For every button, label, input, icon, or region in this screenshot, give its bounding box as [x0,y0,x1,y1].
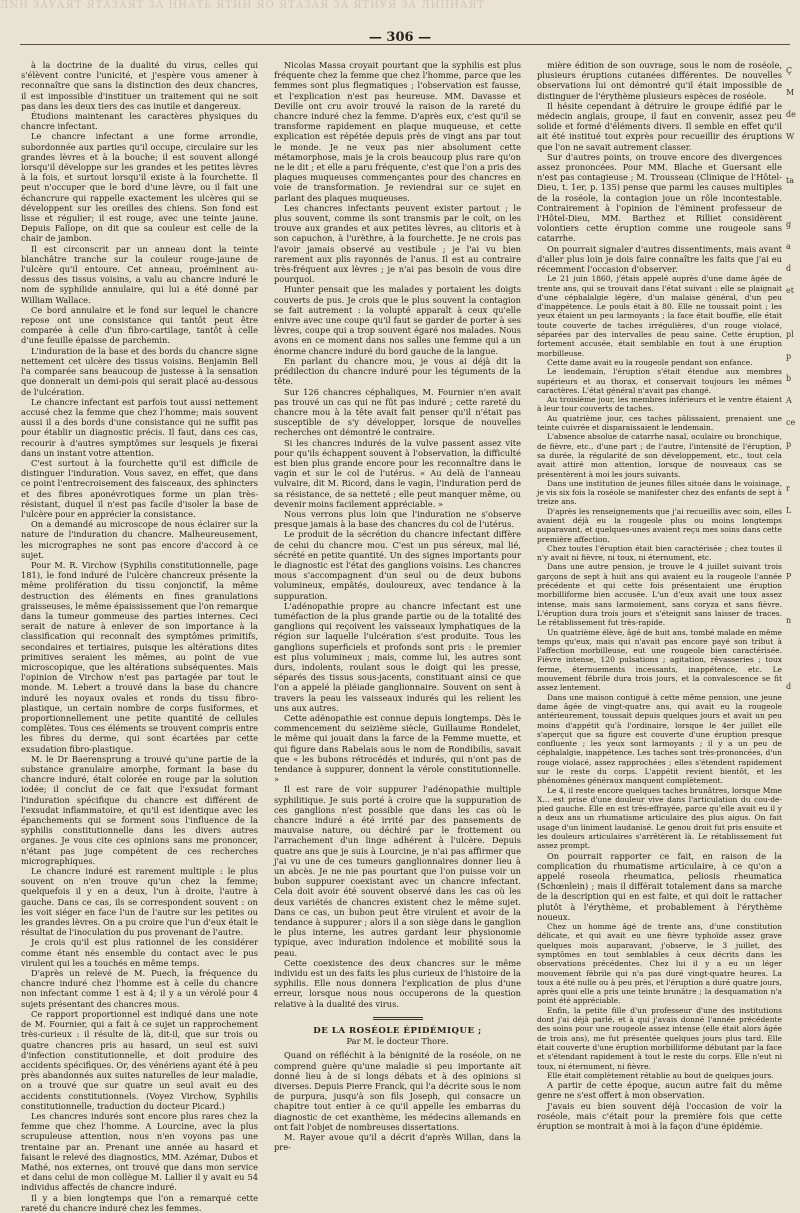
margin-fragment: A [786,396,792,405]
margin-fragment [786,522,800,544]
paragraph: Le lendemain, l'éruption s'était étendue aux membres supérieurs et au thorax, et conservait toujours les mêmes caractères. L'état général n'avait pas changé. [537,367,782,395]
margin-fragment: p [786,352,792,361]
paragraph: Sur 126 chancres céphaliques, M. Fournier n'en avait pas trouvé un cas qui ne fût pas induré ; cette rareté du chancre mou à la tête avait fait penser qu'il n'était pas susceptible de s'y développer, lorsque de nouvelles recherches ont démontré le contraire. [274,386,521,438]
margin-fragment [786,544,800,566]
paragraph: L'induration de la base et des bords du chancre signe nettement cet ulcère des tissus voisins. Benjamin Bell l'a comparée sans beaucoup de justesse à la sensation que donnerait un demi-pois qui serait placé au-dessous de l'ulcération. [21,345,258,397]
margin-fragment: ta [786,176,794,185]
margin-fragment: de [786,110,796,119]
margin-fragment: et [786,286,794,295]
paragraph: C'est surtout à la fourchette qu'il est difficile de distinguer l'induration. Vous savez, en effet, que dans ce point l'entrecroisement des faisceaux, des sphincters et des fibres aponévrotiques forme un plan très-résistant, duquel il n'est pas facile d'isoler la base de l'ulcère pour en apprécier la consistance. [21,457,258,519]
paragraph: Au quatrième jour, ces taches pâlissaient, prenaient une teinte cuivrée et disparaissaient le lendemain. [537,413,782,433]
margin-fragment: r [786,484,790,493]
paragraph: Il est circonscrit par un anneau dont la teinte blanchâtre tranche sur la couleur rouge-jaune de l'ulcère qu'il entoure. Cet anneau, proéminent au-dessus des tissus voisins, a valu au chancre induré le nom de syphilide annulaire, qui lui a été donné par William Wallace. [21,243,258,305]
paragraph: On pourrait signaler d'autres dissentiments, mais avant d'aller plus loin je dois faire connaître les faits que j'ai eu récemment l'occasion d'observer. [537,243,782,275]
paragraph: Le 4, il reste encore quelques taches brunâtres, lorsque Mme X... est prise d'une douleur vive dans l'articulation du cou-de-pied gauche. Elle en est très-effrayée, parce qu'elle avait eu il y a deux ans un rhumatisme articulaire des plus aigus. On fait usage d'un liniment laudanisé. Le genou droit fut pris ensuite et les douleurs articulaires s'arrêtèrent là. Le rétablissement fut assez prompt. [537,785,782,851]
paragraph: On pourrait rapporter ce fait, en raison de la complication du rhumatisme articulaire, à ce qu'on a appelé roseola rheumatica, peliosis rheumatica (Schœnlein) ; mais il différait totalement dans sa marche de la description qui en est faite, et qui doit le rattacher plutôt à l'érythème, et probablement à l'érythème noueux. [537,850,782,922]
margin-fragment: Ç [786,66,793,75]
paragraph: Cette dame avait eu la rougeole pendant son enfance. [547,357,753,367]
header-rule [20,44,790,45]
paragraph: Cette coexistence des deux chancres sur le même individu est un des faits les plus curieux de l'histoire de la syphilis. Elle nous donnera l'explication de plus d'une erreur, lorsque nous nous occuperons de la question relative à la dualité des virus. [274,957,521,1009]
paragraph: Étudions maintenant les caractères physiques du chancre infectant. [21,111,258,132]
article-byline: Par M. le docteur Thore. [346,1036,449,1047]
page-number: — 306 — [368,30,432,45]
paragraph: M. Rayer avoue qu'il a décrit d'après Willan, dans la pre- [274,1131,521,1153]
observations-block [537,922,782,1080]
paragraph: Elle était complètement rétablie au bout de quelques jours. [547,1070,774,1080]
margin-fragment: W [786,132,795,141]
paragraph: Enfin, la petite fille d'un professeur d'une des institutions dont j'ai déjà parlé, et à qui j'avais donné l'année précédente des soins pour une rougeole assez intense (elle était alors âgée de trois ans), me fut présentée quelques jours plus tard. Elle était couverte d'une éruption morbilliforme débutant par la face et s'étendant rapidement à tout le reste du corps. Elle n'eut ni toux, ni éternument, ni fièvre. [537,1005,782,1071]
paragraph: Ce bord annulaire et le fond sur lequel le chancre repose ont une consistance qui tantôt peut être comparée à celle d'un fibro-cartilage, tantôt à celle d'une feuille épaisse de parchemin. [21,304,258,346]
margin-fragment [786,148,800,170]
paragraph: Je crois qu'il est plus rationnel de les considérer comme étant nés ensemble du contact avec le pus virulent qui les a touchés en même temps. [21,937,258,968]
paragraph: Au troisième jour, les membres inférieurs et le ventre étaient à leur tour couverts de taches. [537,395,782,414]
paragraph: Nicolas Massa croyait pourtant que la syphilis est plus fréquente chez la femme que chez l'homme, parce que les femmes sont plus flegmatiques ; l'observation est fausse, et l'explication n'est pas heureuse. MM. Davasse et Deville ont cru avoir trouvé la raison de la rareté du chancre induré chez la femme. D'après eux, c'est qu'il se transforme rapidement en plaque muqueuse, et cette explication est répétée depuis près de vingt ans par tout le monde. Je ne veux pas nier absolument cette métamorphose, mais je la crois beaucoup plus rare qu'on ne le dit ; et elle a paru fréquente, c'est que l'on a pris des plaques muqueuses commençantes pour des chancres en voie de transformation. Je reviendrai sur ce sujet en parlant des plaques muqueuses. [274,60,521,203]
margin-fragment [786,588,800,610]
margin-fragment: a [786,242,791,251]
paragraph: Si les chancres indurés de la vulve passent assez vite pour qu'ils échappent souvent à l'observation, la difficulté est bien plus grande encore pour les reconnaître dans le vagin et sur le col de l'utérus. « Au delà de l'anneau vulvaire, dit M. Ricord, dans le vagin, l'induration perd de sa résistance, de sa netteté ; elle peut manquer même, ou devenir moins facilement appréciable. » [274,437,521,509]
bleed-through-text: ЛNH ЗАУАЯТ ЯТАЗАЯТ ЗА НИАТЬ ЯТИИ ЯО ЯТАЗАЯ ЗА ЯТИУЯ ЗА ЛИПИАЯТ [0,0,486,11]
paragraph: Le 21 juin 1860, j'étais appelé auprès d'une dame âgée de trente ans, qui se trouvait dans l'état suivant : elle se plaignait d'une céphalalgie légère, d'un malaise général, d'un peu d'inappétence. Le pouls était à 80. Elle ne toussait point ; les yeux étaient un peu larmoyants ; la face était bouffie, elle était toute couverte de taches irrégulières, d'un rouge violacé, séparées par des intervalles de peau saine. Cette éruption, fortement accusée, était semblable en tout à une éruption morbilleuse. [537,274,782,358]
margin-fragment [786,302,800,324]
paragraph: D'après un relevé de M. Puech, la fréquence du chancre induré chez l'homme est à celle du chancre non infectant comme 1 est à 4; il y a un vérolé pour 4 sujets présentant des chancres mous. [21,968,258,1009]
column-1 [21,60,258,1213]
margin-fragment: p [786,440,792,449]
adjacent-page-margin [786,60,800,1160]
paragraph: Le chancre infectant a une forme arrondie, subordonnée aux parties qu'il occupe, circulaire sur les grandes lèvres et à la bouche; il est souvent allongé lorsqu'il développe sur les grandes et les petites lèvres à la fois, et surtout lorsqu'il existe à la fourchette. Il peut n'occuper que le bord d'une lèvre, ou il fait une échancrure qui rappelle exactement les ulcères qui se développent sur les oreilles des chiens. Son fond est lisse et régulier; il est rouge, avec une teinte jaune. Depuis Fallope, on dit que sa couleur est celle de la chair de jambon. [21,131,258,244]
margin-fragment: g [786,220,792,229]
paragraph: Chez toutes l'éruption était bien caractérisée ; chez toutes il n'y avait ni fièvre, ni toux, ni éternument, etc. [537,543,782,563]
margin-fragment: d [786,682,792,691]
paragraph: Les chancres infectants peuvent exister partout ; le plus souvent, comme ils sont transmis par le coït, on les trouve aux grandes et aux petites lèvres, au clitoris et à son capuchon, à l'urèthre, à la fourchette. Je ne crois pas l'avoir jamais observé au vestibule ; je l'ai vu bien rarement aux plis rayonnés de l'anus. Il est au contraire très-fréquent aux lèvres ; je n'ai pas besoin de vous dire pourquoi. [274,202,521,285]
column-2 [274,60,521,1172]
paragraph: Dans une institution de jeunes filles située dans le voisinage, je vis six fois la roséole se manifester chez des enfants de sept à treize ans. [537,478,782,507]
paragraph: Sur d'autres points, on trouve encore des divergences assez prononcées. Pour MM. Blache et Guersant elle n'est pas contagieuse ; M. Trousseau (Clinique de l'Hôtel-Dieu, t. 1er, p. 135) pense que parmi les causes multiples de la roséole, la contagion joue un rôle incontestable. Contrairement à l'opinion de l'éminent professeur de l'Hôtel-Dieu, MM. Barthez et Rilliet considèrent volontiers cette éruption comme une rougeole sans catarrhe. [537,151,782,244]
paragraph: Dans une autre pension, je trouve le 4 juillet suivant trois garçons de sept à huit ans qui avaient eu la rougeole l'année précédente et qui cette fois présentaient une éruption morbilliforme bien accusée. L'un d'eux avait une toux assez intense, mais sans larmoiement, sans coryza et sans fièvre. L'éruption dura trois jours et s'éteignit sans laisser de traces. Le rétablissement fut très-rapide. [537,562,782,628]
paragraph: A partir de cette époque, aucun autre fait du même genre ne s'est offert à mon observation. [537,1080,782,1101]
paragraph: Cette adénopathie est connue depuis longtemps. Dès le commencement du seizième siècle, Guillaume Rondelet, le même qui jouait dans la farce de la Femme muette, et qui figure dans Rabelais sous le nom de Rondibilis, savait que « les bubons rétrocédés et indurés, qui n'ont pas de tendance à suppurer, donnent la vérole constitutionnelle. » [274,713,521,785]
paragraph: Nous verrons plus loin que l'induration ne s'observe presque jamais à la base des chancres du col de l'utérus. [274,508,521,530]
paragraph: Un quatrième élève, âgé de huit ans, tombé malade en même temps qu'eux, mais qui n'avait pas encore payé son tribut à l'affection morbilleuse, eut une rougeole bien caractérisée. Fièvre intense, 120 pulsations ; agitation, rêvasseries ; toux ferme, éternuements incessants, inappétence, etc. Le mouvement fébrile dura trois jours, et la convalescence se fit assez lentement. [537,627,782,693]
paragraph: En parlant du chancre mou, je vous ai déjà dit la prédilection du chancre induré pour les téguments de la tête. [274,355,521,387]
margin-fragment: M [786,88,795,97]
paragraph: Pour M. R. Virchow (Syphilis constitutionnelle, page 181), le fond induré de l'ulcère chancreux présente la même prolifération du tissu conjonctif, la même destruction des éléments en fines granulations graisseuses, le même épaississement que l'on remarque dans la tumeur gommeuse des parties internes. Ceci serait de nature à enlever de son importance à la classification qui reconnaît des symptômes primitifs, secondaires et tertiaires, puisque les altérations dites primitives seraient les mêmes, au point de vue microscopique, que les altérations subséquentes. Mais l'opinion de Virchow n'est pas partagée par tout le monde. M. Lebert a trouvé dans la base du chancre induré les noyaux ovales et ronds du tissu fibro-plastique, un certain nombre de corps fusiformes, et proportionnellement une petite quantité de cellules complètes. Tous ces éléments se trouvent compris entre les fibres du derme, qui sont écartées par cette exsudation fibro-plastique. [21,559,258,754]
article-title: DE LA ROSÉOLE ÉPIDÉMIQUE ; [313,1025,482,1036]
paragraph: mière édition de son ouvrage, sous le nom de roséole, plusieurs éruptions cutanées différentes. De nouvelles observations lui ont démontré qu'il était impossible de distinguer de l'érythème plusieurs espèces de roséole. [537,60,782,101]
paragraph: Le chancre infectant est parfois tout aussi nettement accusé chez la femme que chez l'homme; mais souvent aussi il a des bords d'une consistance qui ne suffit pas pour établir un diagnostic précis. Il faut, dans ces cas, recourir à d'autres symptômes sur lesquels je fixerai dans un instant votre attention. [21,396,258,458]
paragraph: J'avais eu bien souvent déjà l'occasion de voir la roséole, mais c'était pour la première fois que cette éruption se montrait à moi à la façon d'une épidémie. [537,1100,782,1131]
margin-fragment: b [786,374,792,383]
paragraph: à la doctrine de la dualité du virus, celles qui s'élèvent contre l'unicité, et j'espère vous amener à reconnaître que sans la distinction des deux chancres, il est impossible d'instituer un traitement qui ne soit pas dans les deux tiers des cas inutile et dangereux. [21,60,258,111]
paragraph: Il hésite cependant à détruire le groupe édifié par le médecin anglais, groupe, il faut en convenir, assez peu solide et formé d'éléments divers. Il semble en effet qu'il ait été institué tout exprès pour recueillir des éruptions que l'on ne savait autrement classer. [537,100,782,152]
paragraph: Le produit de la sécrétion du chancre infectant diffère de celui du chancre mou. C'est un pus séreux, mal lié, sécrété en petite quantité. Un des signes importants pour le diagnostic est l'état des ganglions voisins. Les chancres mous s'accompagnent d'un seul ou de deux bubons volumineux, empâtés, douloureux, avec tendance à la suppuration. [274,529,521,601]
paragraph: Ce rapport proportionnel est indiqué dans une note de M. Fournier, qui a fait à ce sujet un rapprochement très-curieux : il résulte de là, dit-il, que sur trois ou quatre chancres pris au hasard, un seul est suivi d'infection constitutionnelle, et doit produire des accidents spécifiques. Or, des vénériens ayant été à peu près abandonnés aux suites naturelles de leur maladie, on a trouvé que sur quatre un seul avait eu des accidents constitutionnels. (Voyez Virchow, Syphilis constitutionnelle, traduction du docteur Picard.) [21,1008,258,1111]
margin-fragment: P [786,572,792,581]
paragraph: L'adénopathie propre au chancre infectant est une tuméfaction de la plus grande partie ou de la totalité des ganglions qui reçoivent les vaisseaux lymphatiques de la région sur laquelle l'ulcération s'est produite. Tous les ganglions superficiels et profonds sont pris : le premier est plus volumineux ; mais, comme lui, les autres sont durs, indolents, roulant sous le doigt qui les presse, séparés des tissus sous-jacents, constituant ainsi ce que l'on a appelé la pléiade ganglionnaire. Souvent on sent à travers la peau les vaisseaux indurés qui les relient les uns aux autres. [274,600,521,713]
section-divider [373,1017,423,1020]
paragraph: Il y a bien longtemps que l'on a remarqué cette rareté du chancre induré chez les femmes. [21,1192,258,1213]
paragraph: Chez un homme âgé de trente ans, d'une constitution délicate, et qui avait eu une fièvre typhoïde assez grave quelques mois auparavant, j'observe, le 3 juillet, des symptômes en tout semblables à ceux décrits dans les observations précédentes. Chez lui il y a eu un léger mouvement fébrile qui n'a pas duré vingt-quatre heures. La toux a été nulle ou à peu près, et l'éruption a duré quatre jours, après quoi elle a pris une teinte brunâtre ; la desquamation n'a point été appréciable. [537,922,782,1006]
paragraph: On a demandé au microscope de nous éclairer sur la nature de l'induration du chancre. Malheureusement, les micrographes ne sont pas encore d'accord à ce sujet. [21,519,258,560]
margin-fragment [786,632,800,654]
paragraph: M. le Dr Baerensprung a trouvé qu'une partie de la substance granulaire amorphe, formant la base du chancre induré, était colorée en rouge par la solution iodée; il conclut de ce fait que l'exsudat formant l'induration spécifique du chancre est différent de l'exsudat inflammatoire, et qu'il est identique avec les épanchements qui se forment sous l'influence de la syphilis constitutionnelle dans les divers autres organes. Je vous cite ces opinions sans me prononcer, n'étant pas juge compétent de ces recherches micrographiques. [21,753,258,866]
margin-fragment [786,192,800,214]
margin-fragment: L [786,506,792,515]
paragraph: D'après les renseignements que j'ai recueillis avec soin, elles avaient déjà eu la rougeole plus ou moins longtemps auparavant, et quelques-unes avaient reçu mes soins dans cette première affection. [537,506,782,544]
margin-fragment: ce [786,418,796,427]
paragraph: L'absence absolue de catarrhe nasal, oculaire ou bronchique, de fièvre, etc., d'une part ; de l'autre, l'intensité de l'éruption, sa durée, la régularité de son développement, etc., tout cela avait attiré mon attention, lorsque de nouveaux cas se présentèrent à moi les jours suivants. [537,432,782,479]
paragraph: Les chancres indurés sont encore plus rares chez la femme que chez l'homme. A Lourcine, avec la plus scrupuleuse attention, nous n'en voyons pas une trentaine par an. Prenant une année au hasard et faisant le relevé des diagnostics, MM. Azémar, Dubos et Mathé, nos externes, ont trouvé que dans mon service et dans celui de mon collègue M. Lallier il y avait eu 54 individus affectés de chancre induré. [21,1110,258,1193]
margin-fragment: pl [786,330,794,339]
paragraph: Quand on réfléchit à la bénignité de la roséole, on ne comprend guère qu'une maladie si peu importante ait donné lieu à de si longs débats et à des opinions si diverses. Depuis Pierre Franck, qui l'a décrite sous le nom de purpura, jusqu'à son fils Joseph, qui consacre un chapitre tout entier à ce qu'il appelle les embarras du diagnostic de cet exanthème, les médecins allemands en ont fait l'objet de nombreuses dissertations. [274,1050,521,1132]
margin-fragment: n [786,616,792,625]
paragraph: Le chancre induré est rarement multiple : le plus souvent on n'en trouve qu'un chez la femme; quelquefois il y en a deux, l'un à droite, l'autre à gauche. Dans ce cas, ils se correspondent souvent : on les voit siéger en face l'un de l'autre sur les petites ou les grandes lèvres. On a pu croire que l'un d'eux était le résultat de l'inoculation du pus provenant de l'autre. [21,866,258,938]
margin-fragment [786,456,800,478]
margin-fragment [786,654,800,676]
paragraph: Dans une maison contiguë à cette même pension, une jeune dame âgée de vingt-quatre ans, qui avait eu la rougeole antérieurement, toussait depuis quelques jours et avait un peu moins d'appétit qu'à l'ordinaire, lorsque le 4er juillet elle s'aperçut que sa figure est couverte d'une éruption presque confluente ; les yeux sont larmoyants ; il y a un peu de céphalalgie, inappétence. Les taches sont très-prononcées, d'un rouge violacé, assez rapprochées ; elles s'étendent rapidement sur le reste du corps. L'appétit revient bientôt, et les phénomènes généraux manquent complètement. [537,692,782,786]
margin-fragment: d [786,264,792,273]
paragraph: Il est rare de voir suppurer l'adénopathie multiple syphilitique. Je suis porté à croire que la suppuration de ces ganglions n'est possible que dans les cas où le chancre induré a été irrité par des pansements de mauvaise nature, ou déchiré par le frottement ou l'arrachement d'un linge adhérent à l'ulcère. Depuis quatre ans que je suis à Lourcine, je n'ai pas affirmer que j'ai vu une de ces tumeurs ganglionnaires donner lieu à un abcès. Je ne nie pas pourtant que l'on puisse voir un bubon suppurer coexistant avec un chancre infectant. Cela doit avoir été souvent observé dans les cas où les deux variétés de chancres existent chez le même sujet. Dans ce cas, un bubon peut être virulent et avoir de la tendance à suppurer ; alors il a son siège dans le ganglion le plus interne, les autres gardant leur physionomie typique, avec induration indolence et mobilité sous la peau. [274,784,521,958]
column-3 [537,60,782,1172]
observations-block [537,274,782,850]
paragraph: Hunter pensait que les malades y portaient les doigts couverts de pus. Je crois que le plus souvent la contagion se fait autrement : la volupté apparaît à ceux qu'elle enivre avec une coupe qu'il faut se garder de porter à ses lèvres, coupe qui a trop souvent égaré nos malades. Nous avons en ce moment dans nos salles une femme qui a un énorme chancre induré du bord gauche de la langue. [274,284,521,356]
